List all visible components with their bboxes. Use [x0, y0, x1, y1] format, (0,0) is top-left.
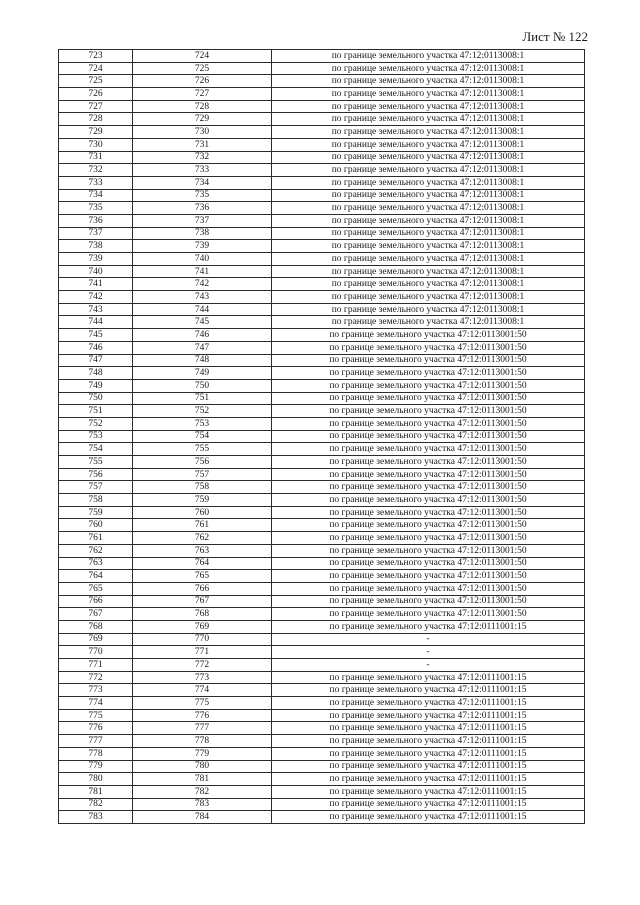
from-point-cell: 750 — [59, 392, 133, 405]
to-point-cell: 766 — [133, 582, 272, 595]
description-cell: по границе земельного участка 47:12:0113008:1 — [272, 291, 585, 304]
to-point-cell: 769 — [133, 620, 272, 633]
to-point-cell: 753 — [133, 417, 272, 430]
description-cell: по границе земельного участка 47:12:0113001:50 — [272, 329, 585, 342]
from-point-cell: 778 — [59, 747, 133, 760]
table-row — [59, 798, 585, 811]
from-point-cell: 771 — [59, 659, 133, 672]
from-point-cell: 779 — [59, 760, 133, 773]
table-row — [59, 227, 585, 240]
description-cell: по границе земельного участка 47:12:0113001:50 — [272, 354, 585, 367]
from-point-cell: 762 — [59, 544, 133, 557]
from-point-cell: 737 — [59, 227, 133, 240]
description-cell: по границе земельного участка 47:12:0113001:50 — [272, 506, 585, 519]
description-cell: по границе земельного участка 47:12:0111001:15 — [272, 709, 585, 722]
to-point-cell: 747 — [133, 341, 272, 354]
description-cell: по границе земельного участка 47:12:0113008:1 — [272, 227, 585, 240]
from-point-cell: 752 — [59, 417, 133, 430]
table-row — [59, 240, 585, 253]
table-row — [59, 481, 585, 494]
to-point-cell: 771 — [133, 646, 272, 659]
table-row — [59, 722, 585, 735]
to-point-cell: 763 — [133, 544, 272, 557]
table-row — [59, 329, 585, 342]
to-point-cell: 743 — [133, 291, 272, 304]
from-point-cell: 758 — [59, 494, 133, 507]
table-row — [59, 126, 585, 139]
to-point-cell: 746 — [133, 329, 272, 342]
description-cell: по границе земельного участка 47:12:0111001:15 — [272, 811, 585, 824]
description-cell: по границе земельного участка 47:12:0113001:50 — [272, 532, 585, 545]
to-point-cell: 737 — [133, 214, 272, 227]
to-point-cell: 749 — [133, 367, 272, 380]
to-point-cell: 756 — [133, 456, 272, 469]
from-point-cell: 756 — [59, 468, 133, 481]
description-cell: по границе земельного участка 47:12:0113008:1 — [272, 240, 585, 253]
to-point-cell: 768 — [133, 608, 272, 621]
to-point-cell: 782 — [133, 785, 272, 798]
from-point-cell: 772 — [59, 671, 133, 684]
table-row — [59, 773, 585, 786]
description-cell: по границе земельного участка 47:12:0113008:1 — [272, 88, 585, 101]
description-cell: по границе земельного участка 47:12:0113001:50 — [272, 582, 585, 595]
from-point-cell: 726 — [59, 88, 133, 101]
description-cell: по границе земельного участка 47:12:0111001:15 — [272, 760, 585, 773]
table-row — [59, 417, 585, 430]
from-point-cell: 766 — [59, 595, 133, 608]
to-point-cell: 780 — [133, 760, 272, 773]
description-cell: по границе земельного участка 47:12:0113001:50 — [272, 379, 585, 392]
description-cell: по границе земельного участка 47:12:0113001:50 — [272, 443, 585, 456]
from-point-cell: 783 — [59, 811, 133, 824]
table-row — [59, 50, 585, 63]
to-point-cell: 748 — [133, 354, 272, 367]
table-row — [59, 506, 585, 519]
from-point-cell: 774 — [59, 697, 133, 710]
table-row — [59, 405, 585, 418]
description-cell: по границе земельного участка 47:12:0113001:50 — [272, 456, 585, 469]
table-row — [59, 379, 585, 392]
from-point-cell: 775 — [59, 709, 133, 722]
table-row — [59, 278, 585, 291]
table-row — [59, 354, 585, 367]
from-point-cell: 744 — [59, 316, 133, 329]
description-cell: по границе земельного участка 47:12:0113008:1 — [272, 126, 585, 139]
description-cell: по границе земельного участка 47:12:0113008:1 — [272, 189, 585, 202]
table-row — [59, 468, 585, 481]
from-point-cell: 727 — [59, 100, 133, 113]
from-point-cell: 764 — [59, 570, 133, 583]
description-cell: по границе земельного участка 47:12:0113001:50 — [272, 430, 585, 443]
to-point-cell: 740 — [133, 253, 272, 266]
from-point-cell: 763 — [59, 557, 133, 570]
from-point-cell: 729 — [59, 126, 133, 139]
table-row — [59, 316, 585, 329]
description-cell: по границе земельного участка 47:12:0113008:1 — [272, 316, 585, 329]
description-cell: по границе земельного участка 47:12:0113008:1 — [272, 164, 585, 177]
to-point-cell: 742 — [133, 278, 272, 291]
from-point-cell: 757 — [59, 481, 133, 494]
table-row — [59, 557, 585, 570]
table-row — [59, 582, 585, 595]
table-row — [59, 646, 585, 659]
to-point-cell: 759 — [133, 494, 272, 507]
table-row — [59, 265, 585, 278]
from-point-cell: 755 — [59, 456, 133, 469]
table-row — [59, 544, 585, 557]
table-row — [59, 253, 585, 266]
from-point-cell: 753 — [59, 430, 133, 443]
from-point-cell: 748 — [59, 367, 133, 380]
description-cell: по границе земельного участка 47:12:0111001:15 — [272, 697, 585, 710]
from-point-cell: 761 — [59, 532, 133, 545]
description-cell: по границе земельного участка 47:12:0113001:50 — [272, 494, 585, 507]
to-point-cell: 733 — [133, 164, 272, 177]
boundary-table-body — [59, 50, 585, 824]
from-point-cell: 745 — [59, 329, 133, 342]
from-point-cell: 742 — [59, 291, 133, 304]
from-point-cell: 765 — [59, 582, 133, 595]
to-point-cell: 757 — [133, 468, 272, 481]
to-point-cell: 734 — [133, 176, 272, 189]
table-row — [59, 303, 585, 316]
table-row — [59, 164, 585, 177]
table-row — [59, 291, 585, 304]
table-row — [59, 214, 585, 227]
table-row — [59, 456, 585, 469]
from-point-cell: 738 — [59, 240, 133, 253]
table-row — [59, 684, 585, 697]
table-row — [59, 100, 585, 113]
table-row — [59, 735, 585, 748]
description-cell: по границе земельного участка 47:12:0113001:50 — [272, 468, 585, 481]
from-point-cell: 724 — [59, 62, 133, 75]
to-point-cell: 745 — [133, 316, 272, 329]
table-row — [59, 608, 585, 621]
from-point-cell: 743 — [59, 303, 133, 316]
from-point-cell: 740 — [59, 265, 133, 278]
table-row — [59, 659, 585, 672]
description-cell: по границе земельного участка 47:12:0113001:50 — [272, 595, 585, 608]
to-point-cell: 736 — [133, 202, 272, 215]
from-point-cell: 741 — [59, 278, 133, 291]
from-point-cell: 734 — [59, 189, 133, 202]
to-point-cell: 781 — [133, 773, 272, 786]
from-point-cell: 751 — [59, 405, 133, 418]
table-row — [59, 189, 585, 202]
description-cell: по границе земельного участка 47:12:0113008:1 — [272, 138, 585, 151]
table-row — [59, 341, 585, 354]
description-cell: по границе земельного участка 47:12:0113008:1 — [272, 75, 585, 88]
to-point-cell: 777 — [133, 722, 272, 735]
to-point-cell: 761 — [133, 519, 272, 532]
table-row — [59, 392, 585, 405]
description-cell: по границе земельного участка 47:12:0113008:1 — [272, 100, 585, 113]
from-point-cell: 767 — [59, 608, 133, 621]
table-row — [59, 620, 585, 633]
to-point-cell: 767 — [133, 595, 272, 608]
table-row — [59, 709, 585, 722]
to-point-cell: 728 — [133, 100, 272, 113]
to-point-cell: 772 — [133, 659, 272, 672]
to-point-cell: 776 — [133, 709, 272, 722]
to-point-cell: 773 — [133, 671, 272, 684]
table-row — [59, 443, 585, 456]
from-point-cell: 760 — [59, 519, 133, 532]
to-point-cell: 751 — [133, 392, 272, 405]
table-row — [59, 367, 585, 380]
from-point-cell: 725 — [59, 75, 133, 88]
from-point-cell: 777 — [59, 735, 133, 748]
to-point-cell: 744 — [133, 303, 272, 316]
table-row — [59, 785, 585, 798]
from-point-cell: 769 — [59, 633, 133, 646]
from-point-cell: 780 — [59, 773, 133, 786]
from-point-cell: 728 — [59, 113, 133, 126]
to-point-cell: 739 — [133, 240, 272, 253]
from-point-cell: 768 — [59, 620, 133, 633]
description-cell: по границе земельного участка 47:12:0113001:50 — [272, 557, 585, 570]
table-row — [59, 88, 585, 101]
description-cell: по границе земельного участка 47:12:0113008:1 — [272, 50, 585, 63]
to-point-cell: 752 — [133, 405, 272, 418]
sheet-number: Лист № 122 — [522, 29, 588, 44]
description-cell: по границе земельного участка 47:12:0113001:50 — [272, 392, 585, 405]
to-point-cell: 783 — [133, 798, 272, 811]
description-cell: по границе земельного участка 47:12:0113001:50 — [272, 417, 585, 430]
table-row — [59, 760, 585, 773]
description-cell: по границе земельного участка 47:12:0111001:15 — [272, 785, 585, 798]
to-point-cell: 774 — [133, 684, 272, 697]
description-cell: - — [272, 659, 585, 672]
from-point-cell: 782 — [59, 798, 133, 811]
to-point-cell: 731 — [133, 138, 272, 151]
from-point-cell: 759 — [59, 506, 133, 519]
table-row — [59, 202, 585, 215]
table-row — [59, 430, 585, 443]
to-point-cell: 750 — [133, 379, 272, 392]
description-cell: по границе земельного участка 47:12:0113008:1 — [272, 151, 585, 164]
from-point-cell: 781 — [59, 785, 133, 798]
description-cell: по границе земельного участка 47:12:0113001:50 — [272, 608, 585, 621]
to-point-cell: 725 — [133, 62, 272, 75]
from-point-cell: 746 — [59, 341, 133, 354]
table-row — [59, 138, 585, 151]
table-row — [59, 697, 585, 710]
to-point-cell: 727 — [133, 88, 272, 101]
from-point-cell: 733 — [59, 176, 133, 189]
from-point-cell: 723 — [59, 50, 133, 63]
description-cell: по границе земельного участка 47:12:0113001:50 — [272, 481, 585, 494]
description-cell: по границе земельного участка 47:12:0113008:1 — [272, 113, 585, 126]
to-point-cell: 784 — [133, 811, 272, 824]
description-cell: по границе земельного участка 47:12:0113008:1 — [272, 278, 585, 291]
to-point-cell: 730 — [133, 126, 272, 139]
description-cell: по границе земельного участка 47:12:0111001:15 — [272, 735, 585, 748]
to-point-cell: 755 — [133, 443, 272, 456]
from-point-cell: 749 — [59, 379, 133, 392]
description-cell: по границе земельного участка 47:12:0113008:1 — [272, 265, 585, 278]
description-cell: по границе земельного участка 47:12:0113001:50 — [272, 544, 585, 557]
to-point-cell: 760 — [133, 506, 272, 519]
table-row — [59, 519, 585, 532]
to-point-cell: 779 — [133, 747, 272, 760]
description-cell: по границе земельного участка 47:12:0113001:50 — [272, 341, 585, 354]
to-point-cell: 729 — [133, 113, 272, 126]
to-point-cell: 762 — [133, 532, 272, 545]
description-cell: по границе земельного участка 47:12:0113008:1 — [272, 202, 585, 215]
description-cell: по границе земельного участка 47:12:0113001:50 — [272, 570, 585, 583]
description-cell: по границе земельного участка 47:12:0113001:50 — [272, 405, 585, 418]
to-point-cell: 724 — [133, 50, 272, 63]
table-row — [59, 75, 585, 88]
from-point-cell: 736 — [59, 214, 133, 227]
table-row — [59, 62, 585, 75]
description-cell: по границе земельного участка 47:12:0113008:1 — [272, 303, 585, 316]
description-cell: по границе земельного участка 47:12:0111001:15 — [272, 747, 585, 760]
to-point-cell: 758 — [133, 481, 272, 494]
table-row — [59, 570, 585, 583]
to-point-cell: 770 — [133, 633, 272, 646]
description-cell: по границе земельного участка 47:12:0111001:15 — [272, 798, 585, 811]
description-cell: по границе земельного участка 47:12:0111001:15 — [272, 671, 585, 684]
table-row — [59, 671, 585, 684]
description-cell: по границе земельного участка 47:12:0113001:50 — [272, 519, 585, 532]
from-point-cell: 747 — [59, 354, 133, 367]
from-point-cell: 754 — [59, 443, 133, 456]
to-point-cell: 726 — [133, 75, 272, 88]
to-point-cell: 741 — [133, 265, 272, 278]
description-cell: по границе земельного участка 47:12:0111001:15 — [272, 773, 585, 786]
table-row — [59, 532, 585, 545]
table-row — [59, 595, 585, 608]
description-cell: по границе земельного участка 47:12:0113008:1 — [272, 253, 585, 266]
table-row — [59, 811, 585, 824]
from-point-cell: 773 — [59, 684, 133, 697]
from-point-cell: 731 — [59, 151, 133, 164]
from-point-cell: 732 — [59, 164, 133, 177]
to-point-cell: 778 — [133, 735, 272, 748]
description-cell: по границе земельного участка 47:12:0111001:15 — [272, 620, 585, 633]
table-row — [59, 176, 585, 189]
boundary-table — [58, 49, 585, 824]
to-point-cell: 754 — [133, 430, 272, 443]
description-cell: - — [272, 633, 585, 646]
to-point-cell: 764 — [133, 557, 272, 570]
to-point-cell: 738 — [133, 227, 272, 240]
from-point-cell: 735 — [59, 202, 133, 215]
from-point-cell: 776 — [59, 722, 133, 735]
table-row — [59, 747, 585, 760]
description-cell: по границе земельного участка 47:12:0111001:15 — [272, 722, 585, 735]
to-point-cell: 765 — [133, 570, 272, 583]
description-cell: по границе земельного участка 47:12:0113001:50 — [272, 367, 585, 380]
from-point-cell: 730 — [59, 138, 133, 151]
to-point-cell: 775 — [133, 697, 272, 710]
from-point-cell: 739 — [59, 253, 133, 266]
from-point-cell: 770 — [59, 646, 133, 659]
description-cell: по границе земельного участка 47:12:0113008:1 — [272, 214, 585, 227]
table-row — [59, 633, 585, 646]
description-cell: по границе земельного участка 47:12:0113008:1 — [272, 176, 585, 189]
to-point-cell: 735 — [133, 189, 272, 202]
description-cell: - — [272, 646, 585, 659]
table-row — [59, 151, 585, 164]
description-cell: по границе земельного участка 47:12:0113008:1 — [272, 62, 585, 75]
table-row — [59, 113, 585, 126]
table-row — [59, 494, 585, 507]
description-cell: по границе земельного участка 47:12:0111001:15 — [272, 684, 585, 697]
to-point-cell: 732 — [133, 151, 272, 164]
